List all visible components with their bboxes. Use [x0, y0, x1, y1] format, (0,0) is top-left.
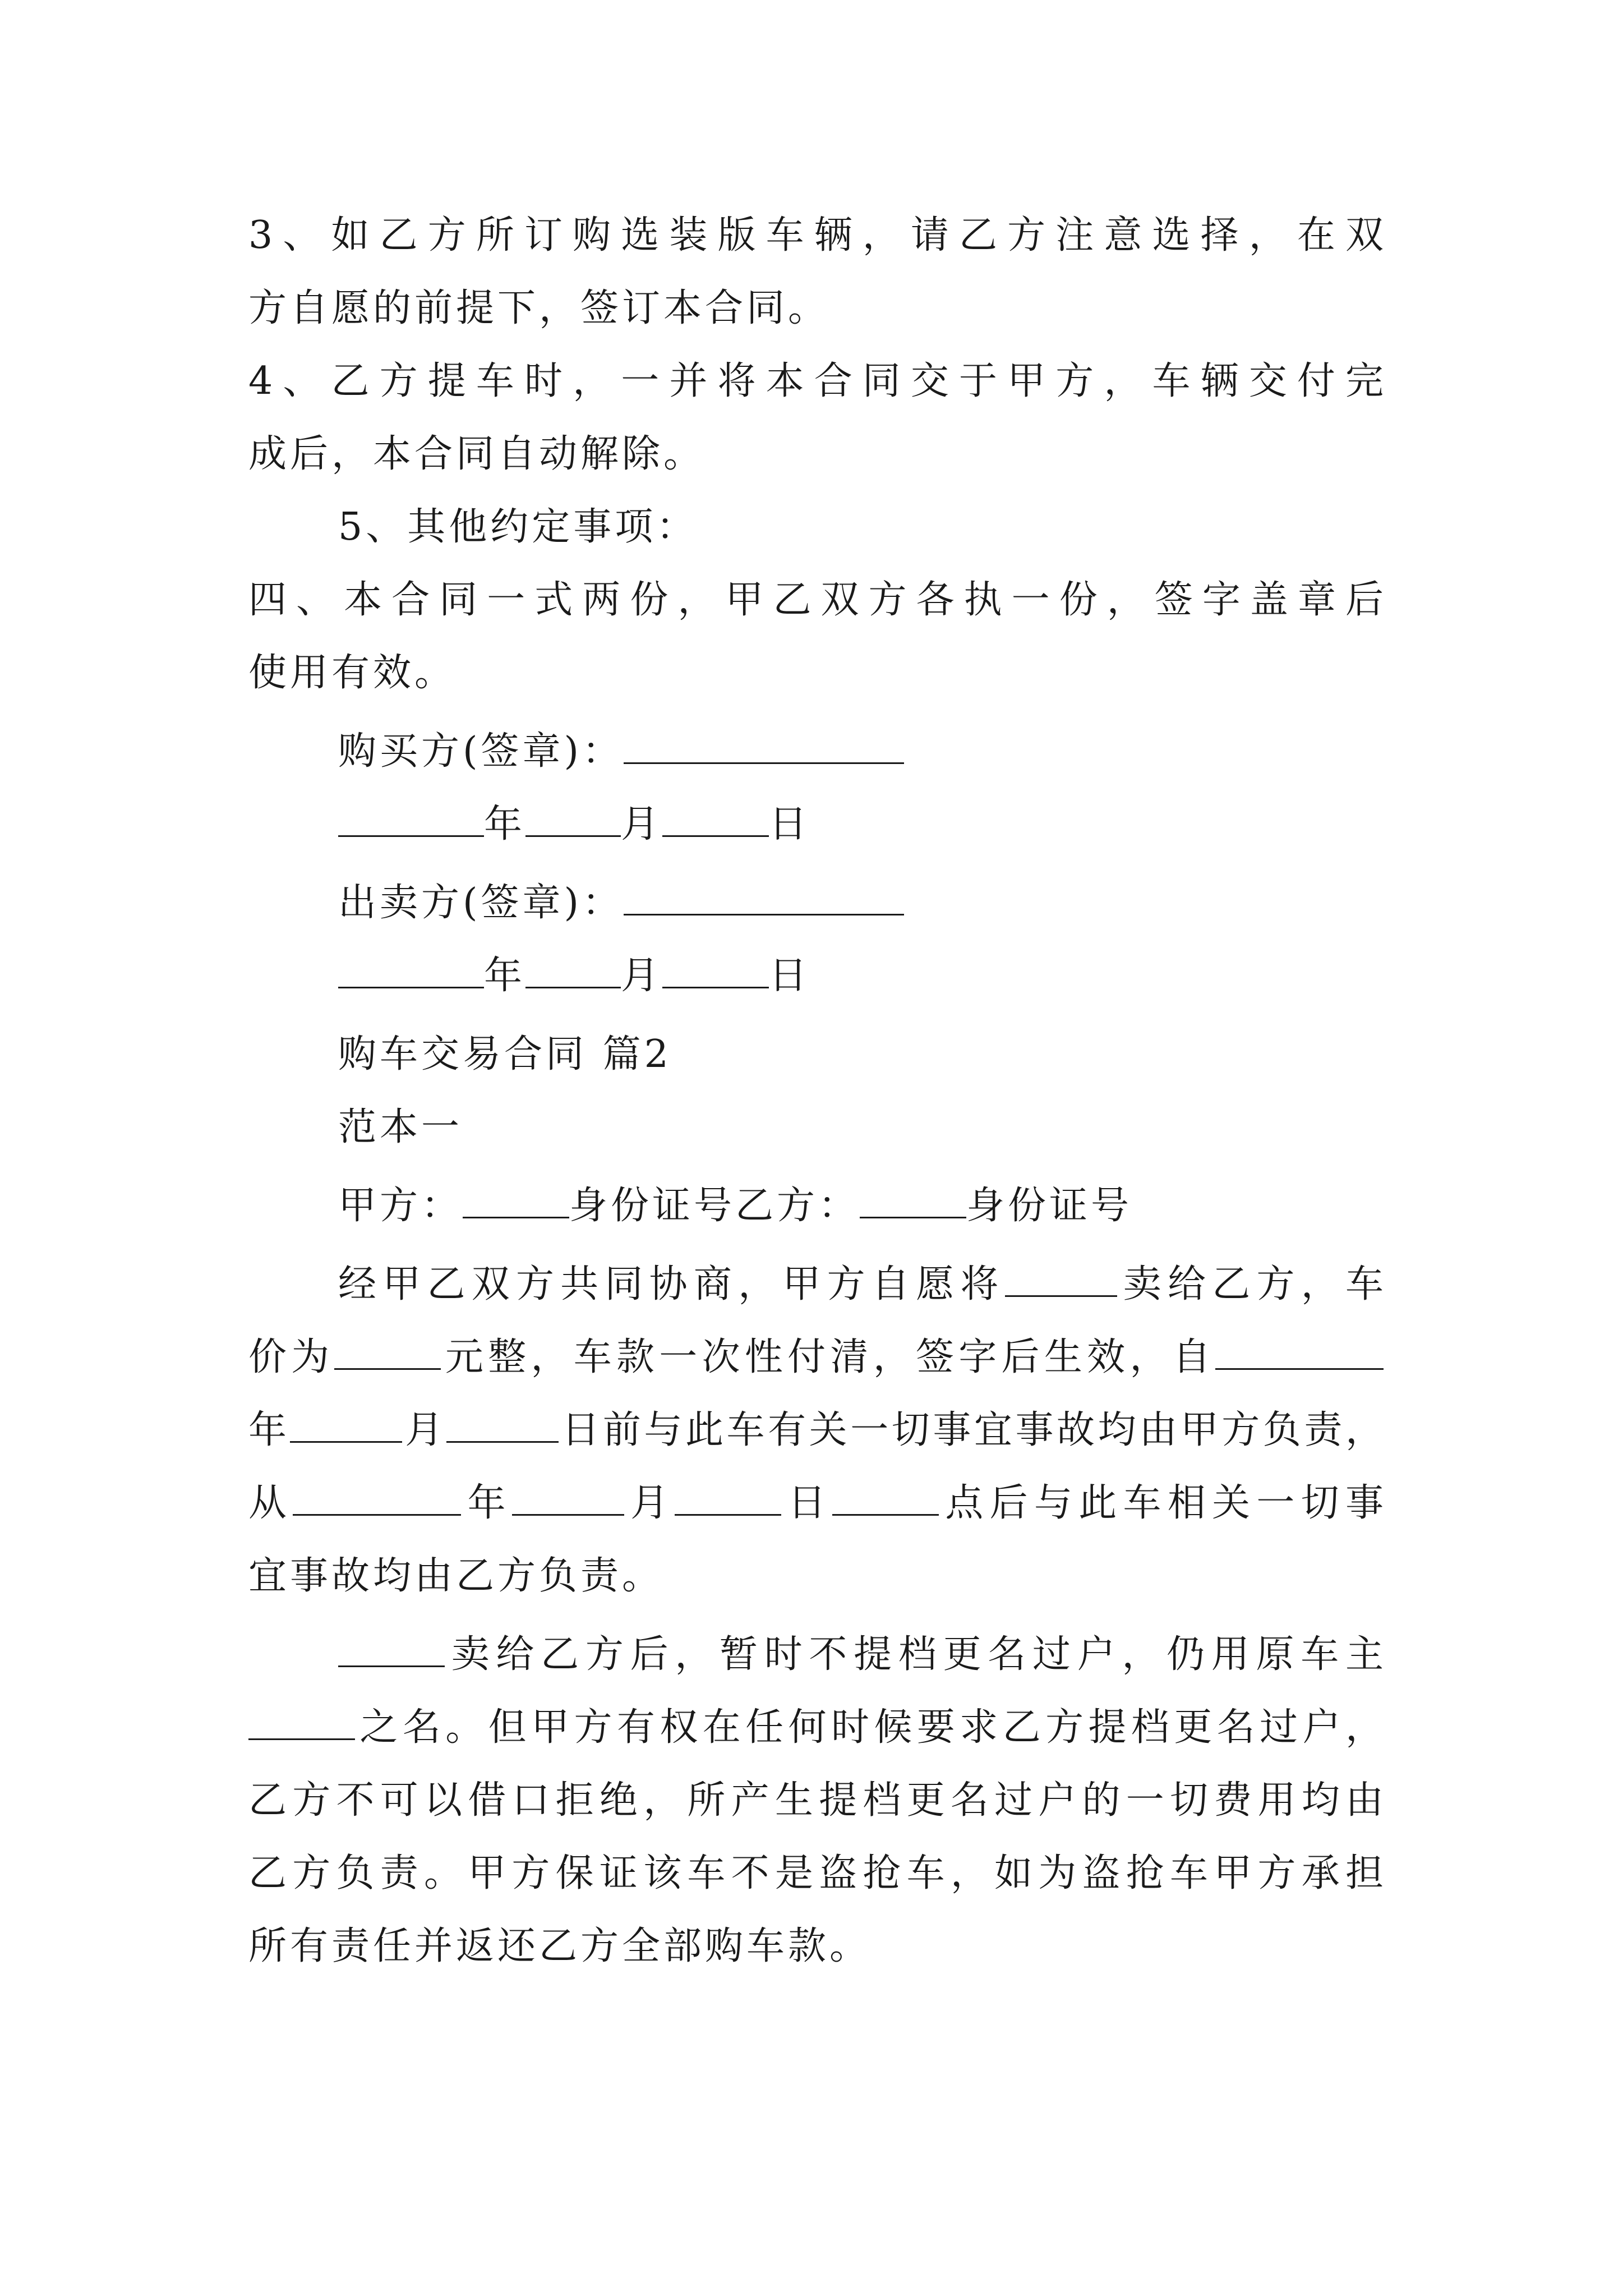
clause-3-line-1: 3、如乙方所订购选装版车辆，请乙方注意选择，在双 — [248, 213, 1384, 257]
party-a-label: 甲方： — [338, 1184, 463, 1228]
section-title: 购车交易合同 篇2 — [338, 1032, 672, 1076]
month-label: 月 — [402, 1408, 446, 1452]
para-2-line-3: 乙方不可以借口拒绝，所产生提档更名过户的一切费用均由 — [248, 1778, 1384, 1823]
para-1-line-2 — [248, 1329, 1384, 1386]
buyer-date-line — [338, 797, 810, 853]
seller-date-line — [338, 948, 810, 1004]
parties-line — [338, 1178, 1132, 1234]
month-label: 月 — [621, 954, 663, 998]
para-2-line-2 — [248, 1700, 1384, 1756]
month-blank — [525, 952, 621, 988]
vehicle-blank — [1005, 1260, 1117, 1297]
year-label: 年 — [484, 802, 526, 846]
year-label: 年 — [248, 1408, 290, 1452]
month-blank — [525, 800, 621, 837]
start-year-blank — [1215, 1333, 1384, 1370]
year-blank — [338, 800, 484, 837]
para-1-line-1 — [338, 1257, 1384, 1313]
day-blank — [446, 1406, 559, 1443]
month-label: 月 — [624, 1481, 675, 1525]
end-year-blank — [293, 1479, 461, 1516]
year-label: 年 — [484, 954, 526, 998]
day-blank — [662, 800, 769, 837]
owner-blank — [248, 1704, 355, 1740]
para-1-text: 经甲乙双方共同协商，甲方自愿将 — [338, 1262, 1005, 1306]
month-blank — [290, 1406, 402, 1443]
party-b-blank — [860, 1182, 966, 1218]
para-1-text: 卖给乙方，车 — [1117, 1262, 1384, 1306]
vehicle-blank — [338, 1631, 445, 1667]
section-4-line-2: 使用有效。 — [248, 651, 457, 695]
para-1-line-4 — [248, 1475, 1384, 1531]
day-blank — [662, 952, 769, 988]
para-2-text: 卖给乙方后，暂时不提档更名过户，仍用原车主 — [445, 1632, 1384, 1677]
clause-4-line-1: 4、乙方提车时，一并将本合同交于甲方，车辆交付完 — [248, 359, 1384, 403]
para-2-line-1 — [338, 1627, 1384, 1683]
day-label: 日 — [769, 954, 811, 998]
end-month-blank — [512, 1479, 624, 1516]
buyer-signature-blank — [624, 728, 904, 764]
para-1-text: 从 — [248, 1481, 293, 1525]
party-a-blank — [463, 1182, 569, 1218]
para-1-text: 元整，车款一次性付清，签字后生效，自 — [440, 1335, 1215, 1379]
year-blank — [338, 952, 484, 988]
sample-heading: 范本一 — [338, 1105, 463, 1149]
buyer-signature-line — [338, 724, 904, 780]
clause-3-line-2: 方自愿的前提下，签订本合同。 — [248, 286, 830, 330]
seller-signature-line — [338, 875, 904, 931]
id-no-label: 身份证号 — [966, 1184, 1133, 1228]
para-1-text: 日前与此车有关一切事宜事故均由甲方负责， — [558, 1408, 1384, 1452]
id-no-party-b-label: 身份证号乙方： — [569, 1184, 860, 1228]
para-2-line-5: 所有责任并返还乙方全部购车款。 — [248, 1924, 872, 1968]
buyer-signature-label: 购买方(签章)： — [338, 729, 624, 774]
month-label: 月 — [621, 802, 663, 846]
para-1-text: 点后与此车相关一切事 — [939, 1481, 1384, 1525]
day-label: 日 — [781, 1481, 833, 1525]
para-1-text: 价为 — [248, 1335, 334, 1379]
seller-signature-blank — [624, 879, 904, 915]
end-day-blank — [675, 1479, 781, 1516]
clause-4-line-2: 成后，本合同自动解除。 — [248, 432, 706, 476]
price-blank — [334, 1333, 441, 1370]
para-1-line-3 — [248, 1402, 1384, 1458]
section-4-line-1: 四、本合同一式两份，甲乙双方各执一份，签字盖章后 — [248, 578, 1384, 622]
year-label: 年 — [461, 1481, 512, 1525]
para-2-text: 之名。但甲方有权在任何时候要求乙方提档更名过户， — [355, 1705, 1384, 1750]
para-2-line-4: 乙方负责。甲方保证该车不是盗抢车，如为盗抢车甲方承担 — [248, 1851, 1384, 1895]
para-1-line-5: 宜事故均由乙方负责。 — [248, 1554, 664, 1598]
clause-5: 5、其他约定事项： — [338, 505, 698, 549]
day-label: 日 — [769, 802, 811, 846]
end-hour-blank — [832, 1479, 939, 1516]
seller-signature-label: 出卖方(签章)： — [338, 881, 624, 925]
